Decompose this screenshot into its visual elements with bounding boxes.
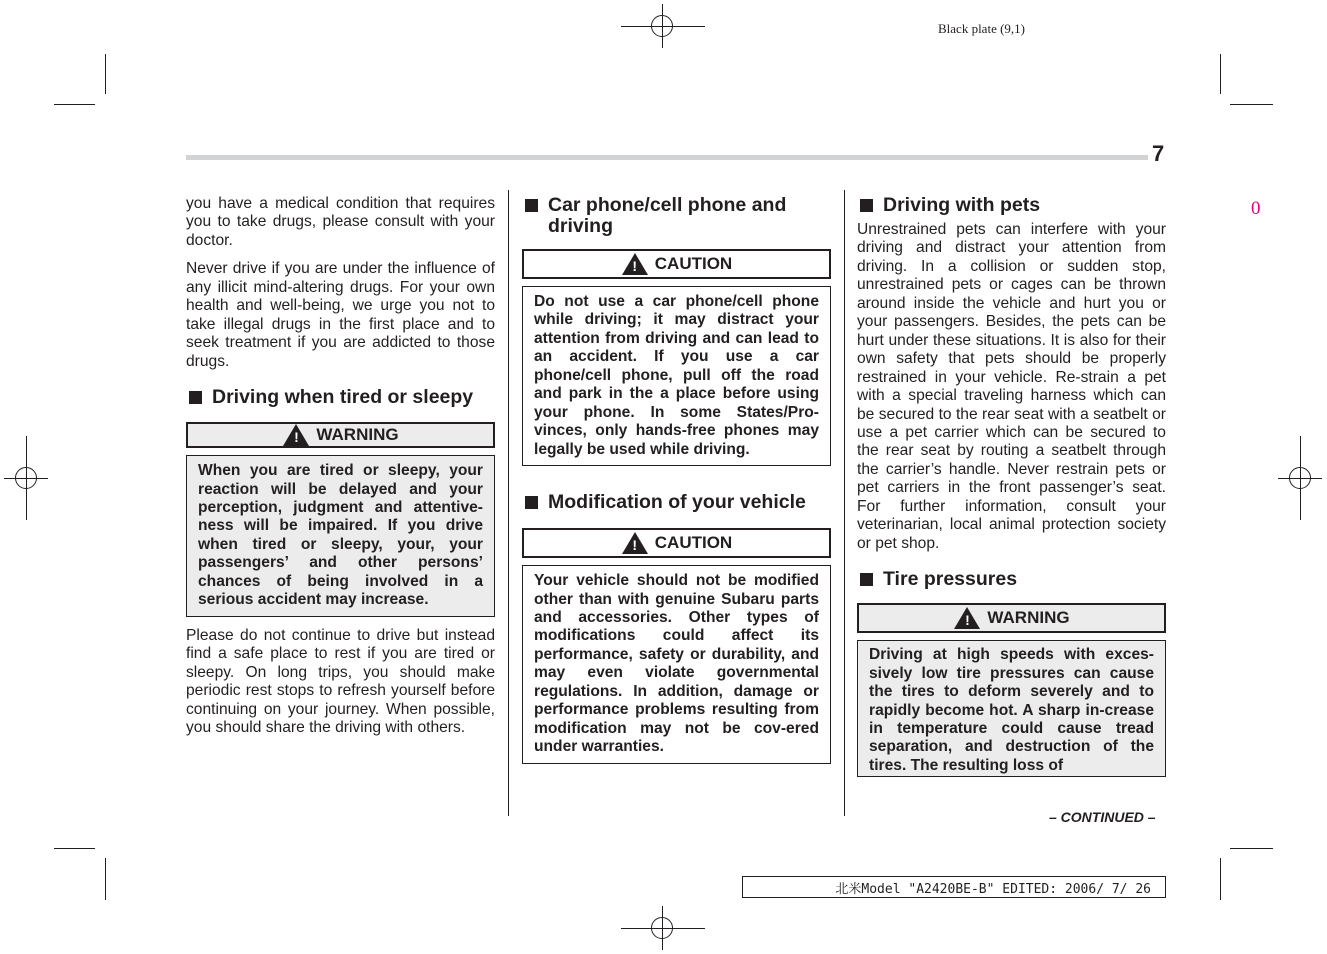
caution-header — [522, 249, 831, 279]
heading-square-icon — [860, 199, 873, 212]
column-divider — [844, 190, 845, 816]
section-heading — [522, 492, 831, 513]
caution-text: Your vehicle should not be modified other than with genuine Subaru parts and accessories. Other types of modifications could affect its performance, safety or durability, and may even violate governmental regulations. In addition, damage or performance problems resulting from modification may not be cov-ered under warranties. — [522, 565, 831, 764]
warning-text: Driving at high speeds with exces-sively low tire pressures can cause the tires to deform severely and to rapidly become hot. A sharp in-crease in temperature could cause tread separation, and destruction of the tires. The resulting loss of — [857, 640, 1166, 777]
section-heading — [186, 387, 495, 408]
paragraph: Please do not continue to drive but instead find a safe place to rest if you are tired or sleepy. On long trips, you should make periodic rest stops to refresh yourself before continuing on your journey. When possible, you should share the driving with others. — [186, 626, 495, 736]
column-1 — [186, 195, 495, 747]
heading-square-icon — [525, 199, 538, 212]
crop-mark — [1230, 104, 1273, 105]
warning-label: WARNING — [316, 425, 399, 445]
heading-text: Tire pressures — [883, 568, 1018, 591]
warning-header — [857, 603, 1166, 633]
edge-marker: 0 — [1251, 198, 1261, 219]
crop-mark — [105, 54, 106, 94]
caution-triangle-icon: ! — [621, 531, 649, 555]
warning-label: WARNING — [987, 608, 1070, 628]
warning-triangle-icon: ! — [953, 606, 981, 630]
section-heading — [857, 195, 1166, 216]
warning-triangle-icon: ! — [282, 423, 310, 447]
crop-mark — [1230, 848, 1273, 849]
crop-mark — [1220, 858, 1221, 900]
warning-text: When you are tired or sleepy, your reaction will be delayed and your perception, judgment and attentive-ness will be impaired. If you drive when tired or sleepy, your, your passengers’ and other persons’ chances of being involved in a serious accident may increase. — [186, 455, 495, 617]
header-rule — [186, 155, 1148, 160]
crop-mark — [54, 104, 95, 105]
crop-mark — [1220, 54, 1221, 94]
caution-label: CAUTION — [654, 533, 733, 553]
continued-label: – CONTINUED – — [1049, 809, 1156, 825]
heading-square-icon — [189, 391, 202, 404]
heading-text: Car phone/cell phone and driving — [548, 194, 787, 237]
paragraph: Unrestrained pets can interfere with your driving and distract your attention from driving. In a collision or sudden stop, unrestrained pets or cages can be thrown around inside the vehicle and hurt you or your passengers. Besides, the pets can be hurt under these situations. It is also for their own safety that pets should be properly restrained in your vehicle. Re-strain a pet with a special traveling harness which can be secured to the rear seat with a seatbelt or use a pet carrier which can be secured to the rear seat by routing a seatbelt through the carrier’s handle. Never restrain pets or pet carriers in the front passenger’s seat. For further information, consult your veterinarian, local animal protection society or pet shop. — [857, 221, 1166, 552]
column-3 — [857, 195, 1166, 777]
caution-text: Do not use a car phone/cell phone while driving; it may distract your attention from driving and can lead to an accident. If you use a car phone/cell phone, pull off the road and park in the a place before using your phone. In some States/Pro-vinces, only hands-free phones may legally be used while driving. — [522, 286, 831, 466]
caution-triangle-icon: ! — [621, 252, 649, 276]
caution-header — [522, 528, 831, 558]
caution-label: CAUTION — [654, 254, 733, 273]
heading-square-icon — [525, 496, 538, 509]
heading-text: Driving when tired or sleepy — [212, 386, 474, 409]
heading-text: Modification of your vehicle — [548, 491, 806, 514]
warning-header — [186, 422, 495, 448]
column-2 — [522, 195, 831, 764]
section-heading — [857, 569, 1166, 590]
heading-square-icon — [860, 573, 873, 586]
crop-mark — [105, 858, 106, 900]
crop-mark — [54, 848, 95, 849]
paragraph: you have a medical condition that requires you to take drugs, please consult with your doctor. — [186, 195, 495, 249]
footer-edit-info: 北米Model "A2420BE-B" EDITED: 2006/ 7/ 26 — [742, 876, 1166, 898]
plate-label: Black plate (9,1) — [938, 21, 1025, 36]
page-number: 7 — [1152, 141, 1165, 166]
heading-text: Driving with pets — [883, 194, 1041, 216]
paragraph: Never drive if you are under the influence of any illicit mind-altering drugs. For your own health and well-being, we urge you not to take illegal drugs in the first place and to seek treatment if you are addicted to those drugs. — [186, 260, 495, 370]
column-divider — [508, 190, 509, 816]
section-heading — [522, 195, 831, 237]
